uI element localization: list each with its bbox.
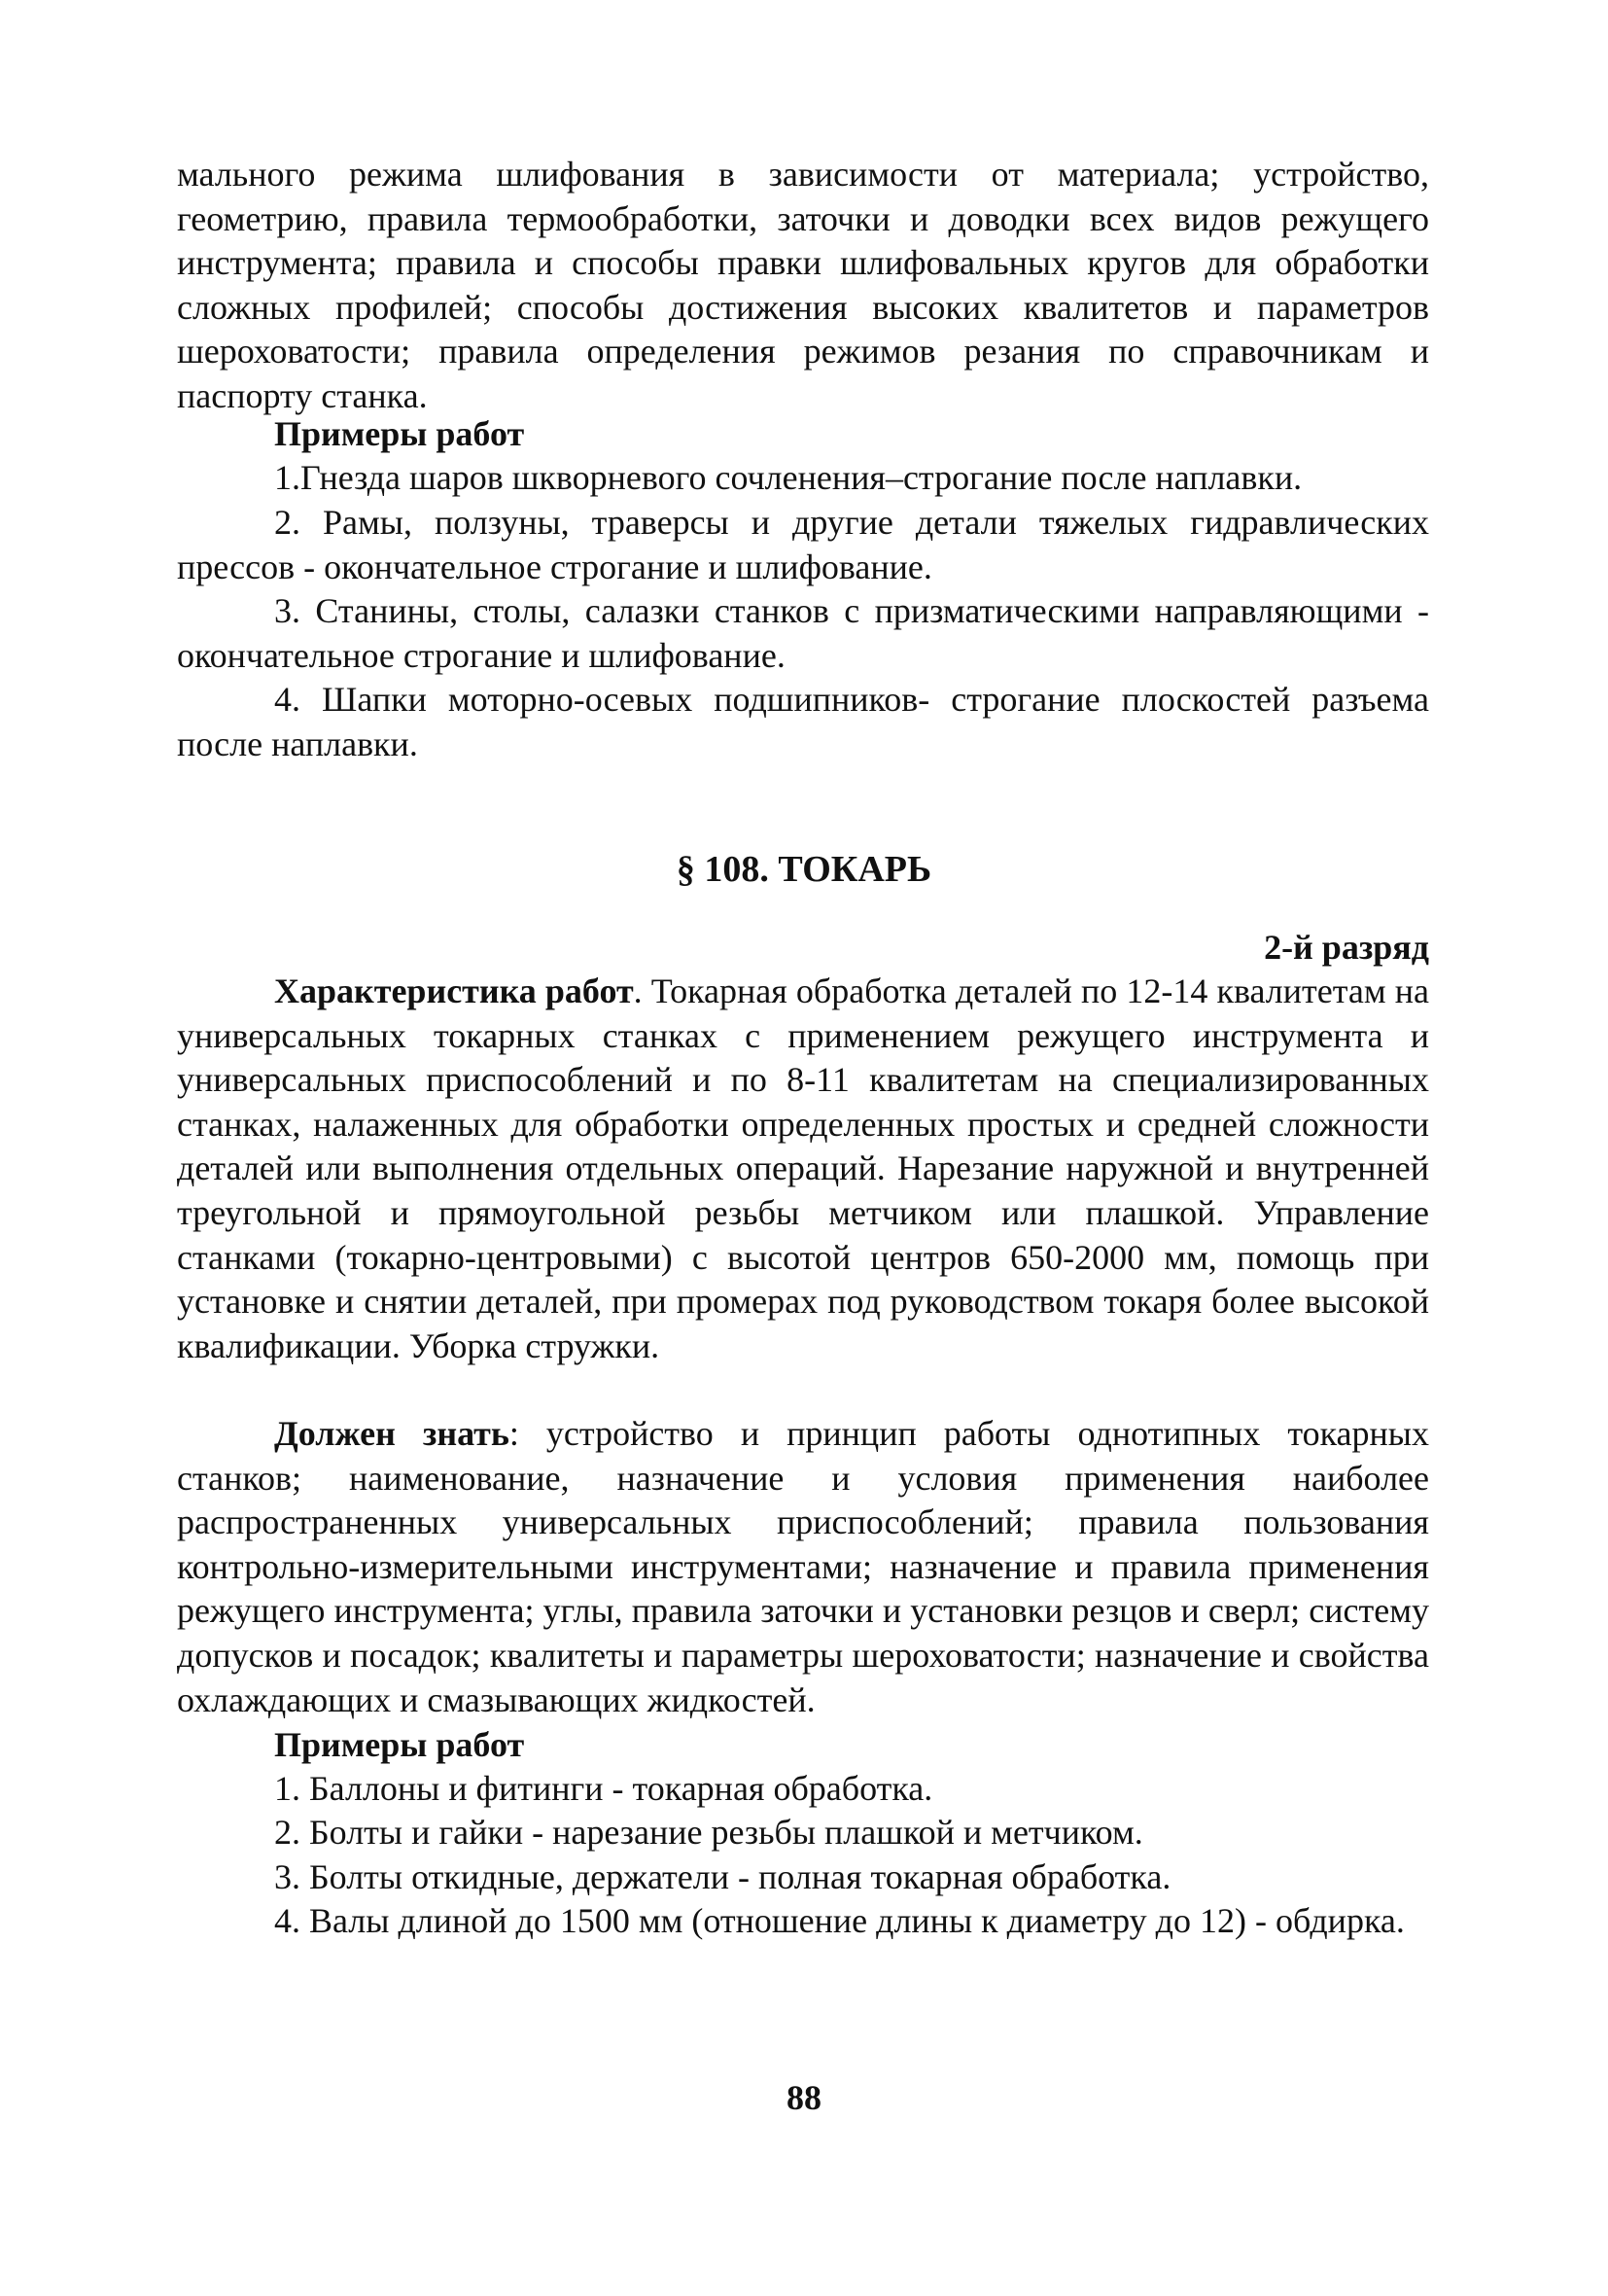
example-item: 3. Болты откидные, держатели - полная токарная обработка. <box>274 1857 1171 1896</box>
example-item: 2. Болты и гайки - нарезание резьбы плашкой и метчиком. <box>274 1813 1143 1852</box>
characteristics-label: Характеристика работ <box>274 971 634 1010</box>
example-item: 4. Валы длиной до 1500 мм (отношение длины к диаметру до 12) - обдирка. <box>274 1901 1405 1940</box>
knowledge-paragraph <box>177 1412 1429 1722</box>
page-number: 88 <box>787 2078 821 2117</box>
section-title: § 108. ТОКАРЬ <box>676 849 932 890</box>
examples-heading-2: Примеры работ <box>274 1725 525 1764</box>
example-item: 4. Шапки моторно-осевых подшипников- строгание плоскостей разъема после наплавки. <box>177 680 1429 763</box>
example-item: 1. Баллоны и фитинги - токарная обработка. <box>274 1769 933 1808</box>
example-item: 1.Гнезда шаров шкворневого сочленения–строгание после наплавки. <box>274 458 1303 497</box>
characteristics-text: . Токарная обработка деталей по 12-14 квалитетам на универсальных токарных станках с применением режущего инструмента и универсальных приспособлений и по 8-11 квалитетам на специализированных станках, налаженных для обработки определенных простых и средней сложности деталей или выполнения отдельных операций. Нарезание наружной и внутренней треугольной и прямоугольной резьбы метчиком или плашкой. Управление станками (токарно-центровыми) с высотой центров 650-2000 мм, помощь при установке и снятии деталей, при промерах под руководством токаря более высокой квалификации. Уборка стружки. <box>177 971 1429 1365</box>
example-item: 3. Станины, столы, салазки станков с призматическими направляющими - окончательное строгание и шлифование. <box>177 591 1429 675</box>
characteristics-paragraph <box>177 970 1429 1368</box>
examples-heading-1: Примеры работ <box>274 414 525 453</box>
example-item: 2. Рамы, ползуны, траверсы и другие детали тяжелых гидравлических прессов - окончательное строгание и шлифование. <box>177 503 1429 586</box>
knowledge-label: Должен знать <box>274 1414 509 1453</box>
knowledge-text: : устройство и принцип работы однотипных токарных станков; наименование, назначение и условия применения наиболее распространенных универсальных приспособлений; правила пользования контрольно-измерительными инструментами; назначение и правила применения режущего инструмента; углы, правила заточки и установки резцов и сверл; систему допусков и посадок; квалитеты и параметры шероховатости; назначение и свойства охлаждающих и смазывающих жидкостей. <box>177 1414 1429 1719</box>
continuation-paragraph: мального режима шлифования в зависимости от материала; устройство, геометрию, правила термообработки, заточки и доводки всех видов режущего инструмента; правила и способы правки шлифовальных кругов для обработки сложных профилей; способы достижения высоких квалитетов и параметров шероховатости; правила определения режимов резания по справочникам и паспорту станка. <box>177 155 1429 415</box>
grade-label: 2-й разряд <box>1264 928 1429 967</box>
